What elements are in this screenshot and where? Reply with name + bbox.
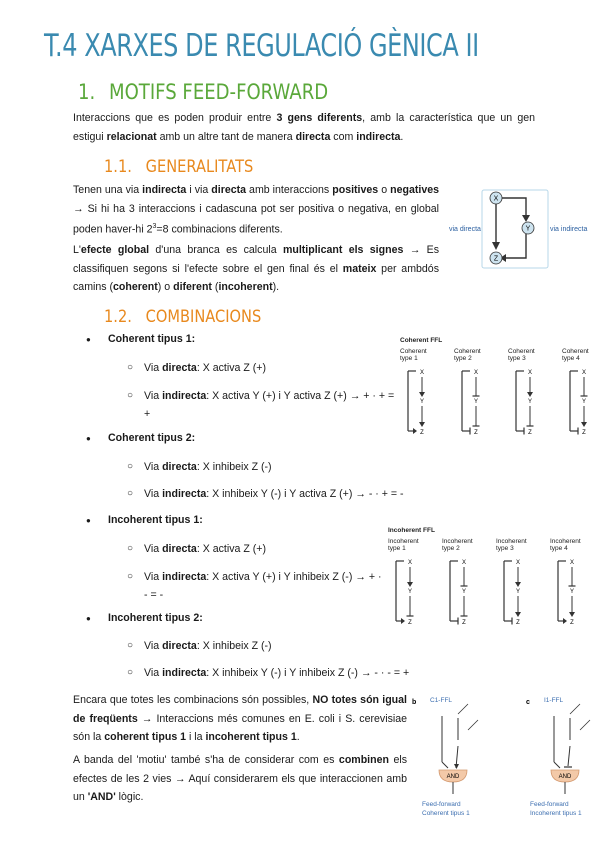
section-1-2-number: 1.2. — [104, 307, 132, 327]
text-run: → Interaccions més comunes en E. coli i S. cerevisiae són la — [73, 712, 407, 743]
text-run: com — [330, 130, 357, 143]
via-indirecta-label: via indirecta — [550, 226, 588, 233]
incoherent-ffl-title: Incoherent FFL — [388, 527, 435, 534]
svg-text:X: X — [407, 560, 413, 566]
incoherent-type-label: Incoherent type 2 — [442, 538, 473, 552]
incoherent-type-diagram — [552, 555, 592, 625]
panel-b-letter: b — [412, 699, 417, 706]
text-run: directa — [211, 184, 247, 196]
text-run: → Es classifiquen segons si l'efecte sobre el gen final és el — [73, 244, 439, 275]
svg-text:Z: Z — [420, 430, 424, 435]
svg-text:X: X — [581, 370, 587, 376]
svg-text:X: X — [461, 560, 467, 566]
ffl-diagram-svg — [446, 188, 596, 270]
incoherent-2-indirecta — [127, 664, 444, 682]
coherent-type-label: Coherent type 4 — [562, 348, 589, 362]
text-run: . — [400, 130, 404, 143]
coherent-type-label: Coherent type 1 — [400, 348, 427, 362]
coherent-type-diagram — [402, 365, 442, 435]
section-1-heading — [78, 80, 328, 104]
coherent-2-indirecta — [127, 485, 444, 503]
text-run: per ambdós camins ( — [73, 262, 439, 293]
svg-text:Z: Z — [528, 430, 532, 435]
incoherent-type-diagram — [444, 555, 484, 625]
text-run: Via — [144, 571, 163, 583]
and-gate-svg — [412, 690, 598, 822]
text-run: directa — [162, 461, 197, 473]
sub-bullet-icon: ○ — [127, 461, 134, 472]
text-run: L' — [73, 244, 81, 256]
text-run: amb un altre tant de manera — [156, 130, 296, 143]
text-run: relacionat — [106, 130, 157, 143]
incoherent-type-diagram — [390, 555, 430, 625]
svg-text:Z: Z — [582, 430, 586, 435]
page-title: T.4 XARXES DE REGULACIÓ GÈNICA II — [44, 28, 479, 64]
sub-bullet-icon: ○ — [127, 571, 134, 582]
group-coherent-1: ● Coherent tipus 1: — [108, 333, 195, 345]
text-run: : X activa Y (+) i Y activa Z (+) → + · + = + — [144, 390, 395, 420]
incoherent-2-directa — [127, 637, 444, 655]
node-z-label: Z — [493, 255, 499, 263]
text-run: NO totes són igual de freqüents — [73, 694, 407, 725]
text-run: directa — [162, 362, 197, 374]
text-run: Tenen una via — [73, 184, 143, 196]
text-run: Via — [144, 667, 163, 679]
section-1-intro — [73, 109, 535, 146]
svg-text:Y: Y — [461, 589, 467, 595]
incoherent-ffl-figure — [388, 527, 596, 623]
coherent-ffl-figure — [400, 337, 596, 433]
svg-text:Z: Z — [570, 620, 574, 625]
coherent-2-directa — [127, 458, 444, 476]
svg-text:X: X — [515, 560, 521, 566]
panel-c-label: I1-FFL — [544, 697, 564, 704]
coherent-type-label: Coherent type 2 — [454, 348, 481, 362]
and-logic-paragraph — [73, 751, 407, 807]
text-run: incoherent — [218, 281, 273, 293]
text-run: i via — [186, 184, 212, 196]
text-run: : X inhibeix Y (-) i Y inhibeix Z (-) → - · - = + — [206, 667, 410, 679]
panel-b-caption-2: Coherent tipus 1 — [422, 810, 470, 817]
text-run: ). — [272, 281, 280, 293]
text-run: indirecta — [162, 488, 207, 500]
text-run: coherent tipus 1 — [104, 731, 187, 743]
group-coherent-2: ● Coherent tipus 2: — [108, 432, 195, 444]
text-run: ( — [211, 281, 219, 293]
and-panel-c — [526, 697, 590, 817]
text-run: Via — [144, 488, 163, 500]
coherent-1-directa — [127, 359, 404, 377]
text-run: 3 gens diferents — [276, 112, 363, 124]
text-run: directa — [162, 543, 197, 555]
and-panel-b — [412, 697, 478, 817]
section-1-number: 1. — [78, 80, 96, 104]
text-run: A banda del 'motiu' també s'ha de considerar com es — [73, 754, 339, 766]
section-1-2-heading — [104, 307, 261, 327]
panel-c-caption-2: Incoherent tipus 1 — [530, 810, 582, 817]
coherent-type-diagram — [456, 365, 496, 435]
text-run: coherent — [113, 281, 158, 293]
via-directa-label: via directa — [449, 226, 481, 233]
panel-b-label: C1-FFL — [430, 697, 453, 704]
sub-bullet-icon: ○ — [127, 390, 134, 401]
text-run: diferent — [173, 281, 212, 293]
text-run: i la — [186, 731, 206, 743]
text-run: , amb la característica que un gen estigui — [73, 112, 535, 143]
sub-bullet-icon: ○ — [127, 640, 134, 651]
text-run: . — [296, 731, 300, 743]
section-1-title: MOTIFS FEED-FORWARD — [109, 80, 329, 104]
text-run: efecte global — [80, 244, 150, 256]
text-run: mateix — [342, 262, 377, 275]
incoherent-type-label: Incoherent type 3 — [496, 538, 527, 552]
svg-text:Y: Y — [581, 399, 587, 405]
text-run: Via — [144, 390, 163, 402]
ffl-diagram — [446, 188, 596, 270]
text-run: : X activa Y (+) i Y inhibeix Z (-) → + · - = - — [144, 571, 382, 601]
panel-b-gate: AND — [446, 774, 460, 780]
svg-text:Z: Z — [474, 430, 478, 435]
coherent-type-diagram — [510, 365, 550, 435]
panel-c-letter: c — [526, 699, 530, 706]
svg-text:Y: Y — [419, 399, 425, 405]
incoherent-type-diagram — [498, 555, 538, 625]
svg-text:Y: Y — [407, 589, 413, 595]
frequency-paragraph — [73, 691, 407, 747]
text-run: Via — [144, 640, 163, 652]
svg-text:Z: Z — [462, 620, 466, 625]
svg-text:Y: Y — [569, 589, 575, 595]
text-run: ) o — [157, 281, 174, 293]
group-incoherent-1: ● Incoherent tipus 1: — [108, 514, 203, 526]
coherent-type-diagram — [564, 365, 600, 435]
incoherent-1-indirecta — [127, 568, 382, 604]
text-run: Interaccions que es poden produir entre — [73, 112, 277, 124]
group-incoherent-2: ● Incoherent tipus 2: — [108, 612, 203, 624]
and-gate-figure — [412, 690, 598, 822]
incoherent-1-directa — [127, 540, 374, 558]
incoherent-type-label: Incoherent type 1 — [388, 538, 419, 552]
text-run: d'una branca es calcula — [149, 244, 283, 256]
svg-text:Y: Y — [527, 399, 533, 405]
coherent-1-indirecta — [127, 387, 402, 423]
text-run: combinen — [338, 754, 389, 766]
text-run: =8 combinacions diferents. — [156, 223, 283, 236]
text-run: directa — [295, 130, 331, 143]
svg-text:Y: Y — [515, 589, 521, 595]
panel-b-caption-1: Feed-forward — [422, 801, 461, 808]
generalitats-paragraph-1 — [73, 181, 439, 239]
text-run: o — [378, 184, 391, 196]
text-run: directa — [162, 640, 197, 652]
svg-text:X: X — [473, 370, 479, 376]
text-run: : X activa Z (+) — [196, 543, 266, 555]
incoherent-type-label: Incoherent type 4 — [550, 538, 581, 552]
text-run: indirecta — [142, 184, 187, 196]
svg-text:Z: Z — [408, 620, 412, 625]
sub-bullet-icon: ○ — [127, 488, 134, 499]
svg-text:X: X — [419, 370, 425, 376]
text-run: multiplicant els signes — [282, 244, 404, 256]
text-run: incoherent tipus 1 — [205, 731, 297, 743]
svg-text:Y: Y — [473, 399, 479, 405]
sub-bullet-icon: ○ — [127, 362, 134, 373]
text-run: lògic. — [115, 791, 144, 803]
svg-text:X: X — [527, 370, 533, 376]
section-1-2-title: COMBINACIONS — [145, 307, 262, 327]
text-run: Via — [144, 543, 163, 555]
section-1-1-heading — [104, 157, 253, 177]
svg-text:X: X — [569, 560, 575, 566]
text-run: indirecta — [162, 571, 207, 583]
text-run: indirecta — [162, 390, 207, 402]
text-run: Via — [144, 461, 163, 473]
panel-c-caption-1: Feed-forward — [530, 801, 569, 808]
section-1-1-title: GENERALITATS — [145, 157, 254, 177]
text-run: : X activa Z (+) — [196, 362, 266, 374]
text-run: 3 — [152, 223, 157, 230]
text-run: Via — [144, 362, 163, 374]
node-x-label: X — [493, 195, 499, 203]
text-run: positives — [332, 184, 379, 196]
text-run: amb interaccions — [246, 184, 333, 196]
text-run: 'AND' — [87, 791, 116, 803]
text-run: Encara que totes les combinacions són possibles, — [73, 694, 313, 706]
sub-bullet-icon: ○ — [127, 667, 134, 678]
text-run: : X inhibeix Z (-) — [196, 461, 272, 473]
text-run: indirecta — [356, 130, 401, 143]
node-y-label: Y — [525, 225, 531, 233]
section-1-1-number: 1.1. — [104, 157, 132, 177]
text-run: : X inhibeix Z (-) — [196, 640, 272, 652]
svg-text:Z: Z — [516, 620, 520, 625]
text-run: : X inhibeix Y (-) i Y activa Z (+) → - · + = - — [206, 488, 404, 500]
coherent-type-label: Coherent type 3 — [508, 348, 535, 362]
sub-bullet-icon: ○ — [127, 543, 134, 554]
text-run: indirecta — [162, 667, 207, 679]
generalitats-paragraph-2 — [73, 241, 439, 297]
coherent-ffl-title: Coherent FFL — [400, 337, 443, 344]
text-run: els efectes de les 2 vies → Aquí considerarem els que interaccionen amb un — [73, 754, 407, 803]
panel-c-gate: AND — [558, 774, 572, 780]
text-run: negatives — [390, 184, 439, 196]
text-run: → Si hi ha 3 interaccions i cadascuna pot ser positiva o negativa, en global poden haver-hi 2 — [73, 202, 439, 236]
